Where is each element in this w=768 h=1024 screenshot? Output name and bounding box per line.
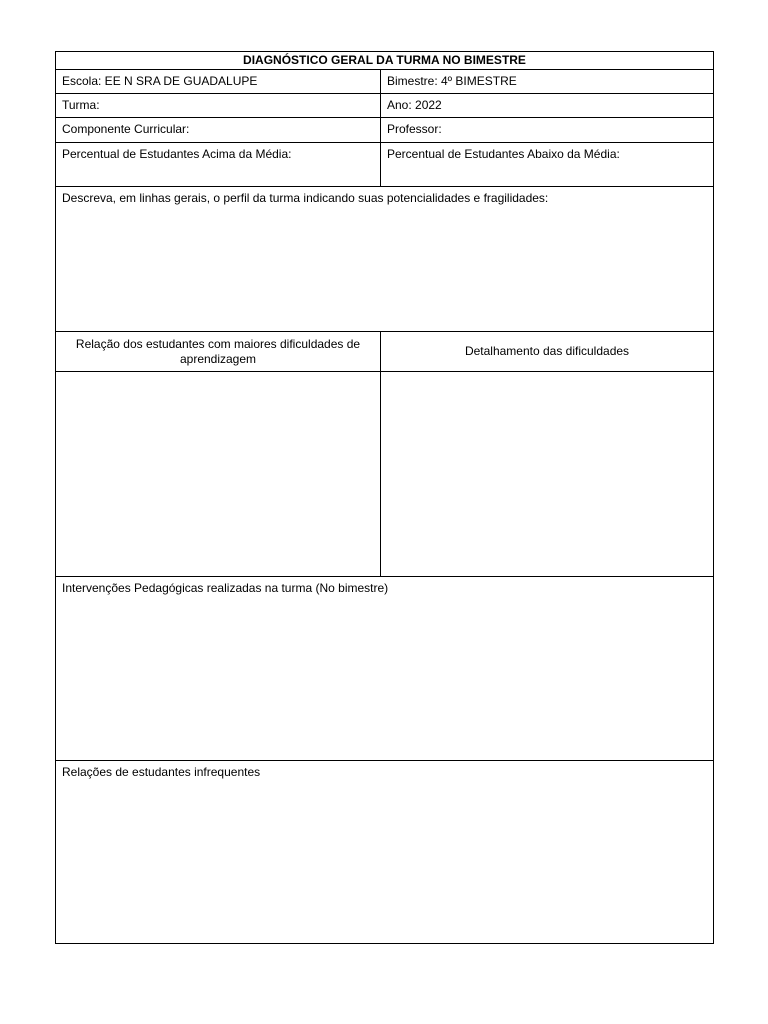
subject-cell — [56, 118, 381, 142]
above-average-label: Percentual de Estudantes Acima da Média: — [62, 147, 292, 161]
subject-label: Componente Curricular: — [62, 122, 190, 136]
difficulties-body-row — [56, 372, 713, 577]
absent-students-row — [56, 761, 713, 943]
school-label: Escola: EE N SRA DE GUADALUPE — [62, 74, 258, 88]
difficulties-detail-header — [381, 332, 713, 371]
difficulties-students-header — [56, 332, 381, 371]
year-cell — [381, 94, 713, 117]
year-label: Ano: 2022 — [387, 98, 442, 112]
difficulties-detail-label: Detalhamento das dificuldades — [464, 344, 630, 358]
absent-students-label: Relações de estudantes infrequentes — [62, 765, 261, 779]
interventions-cell — [56, 577, 713, 760]
below-average-label: Percentual de Estudantes Abaixo da Média: — [387, 147, 620, 161]
difficulties-students-area — [56, 372, 381, 576]
class-cell — [56, 94, 381, 117]
difficulties-detail-area — [381, 372, 713, 576]
difficulties-students-label: Relação dos estudantes com maiores dificuldades de aprendizagem — [75, 336, 361, 366]
bimester-label: Bimestre: 4º BIMESTRE — [387, 74, 517, 88]
below-average-cell — [381, 143, 713, 186]
bimester-cell — [381, 70, 713, 93]
class-profile-label: Descreva, em linhas gerais, o perfil da turma indicando suas potencialidades e fragilidades: — [62, 191, 549, 205]
title-row — [56, 52, 713, 70]
form-title: DIAGNÓSTICO GERAL DA TURMA NO BIMESTRE — [243, 53, 526, 67]
subject-row — [56, 118, 713, 143]
school-row — [56, 70, 713, 94]
teacher-cell — [381, 118, 713, 142]
class-label: Turma: — [62, 98, 100, 112]
class-profile-row — [56, 187, 713, 332]
diagnostic-form-table — [55, 51, 714, 944]
above-average-cell — [56, 143, 381, 186]
class-profile-cell — [56, 187, 713, 331]
class-row — [56, 94, 713, 118]
interventions-row — [56, 577, 713, 761]
teacher-label: Professor: — [387, 122, 442, 136]
absent-students-cell — [56, 761, 713, 943]
difficulties-header-row — [56, 332, 713, 372]
interventions-label: Intervenções Pedagógicas realizadas na turma (No bimestre) — [62, 581, 389, 595]
percentage-row — [56, 143, 713, 187]
school-cell — [56, 70, 381, 93]
